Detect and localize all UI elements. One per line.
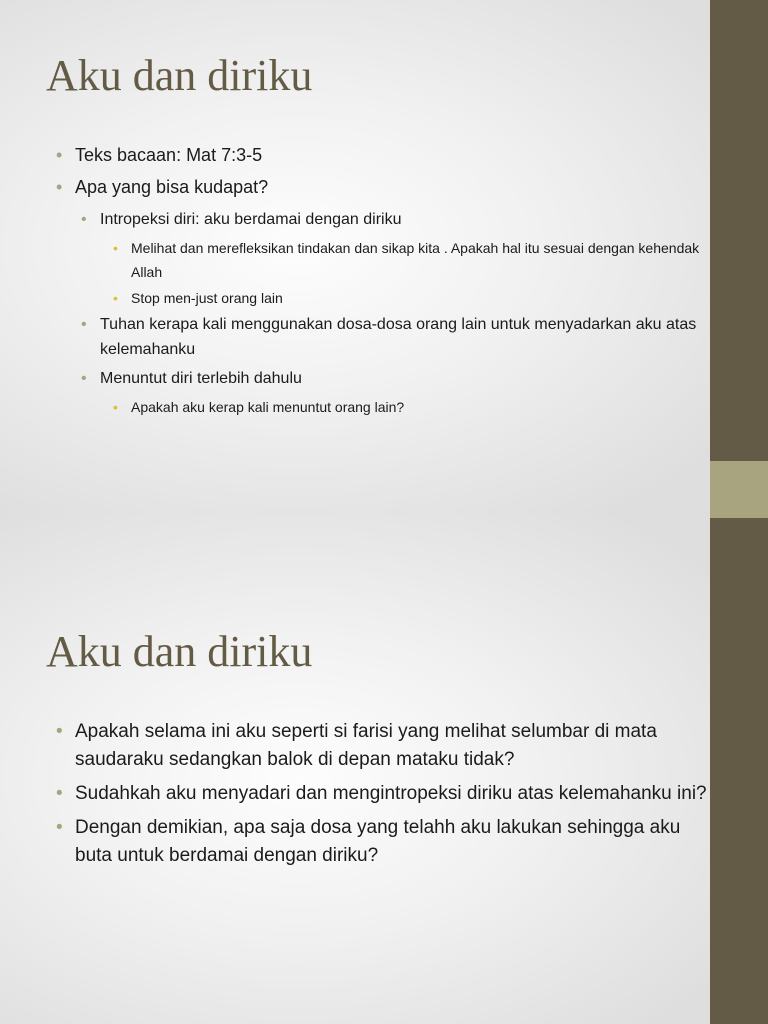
bullet-item (0, 814, 710, 870)
sub-sub-bullet-item (0, 395, 710, 419)
slide-title: Aku dan diriku (46, 627, 313, 676)
bullet-list (0, 718, 710, 876)
bullet-text: Menuntut diri terlebih dahulu (100, 370, 302, 387)
slide-1 (0, 0, 710, 512)
bullet-text: Stop men-just orang lain (131, 290, 283, 306)
bullet-icon: • (113, 399, 118, 415)
sidebar-accent-block (710, 461, 768, 518)
sub-sub-bullet-item (0, 286, 710, 310)
bullet-icon: • (56, 817, 63, 838)
sub-bullet-item (0, 366, 710, 391)
slide-sidebar (710, 0, 768, 1024)
slide-2 (0, 512, 710, 1024)
bullet-text: Apa yang bisa kudapat? (75, 177, 269, 197)
bullet-text: Melihat dan merefleksikan tindakan dan sikap kita . Apakah hal itu sesuai dengan kehendak Allah (131, 240, 700, 280)
bullet-icon: • (81, 316, 87, 333)
bullet-list (0, 143, 710, 421)
bullet-icon: • (113, 240, 118, 256)
bullet-text: Tuhan kerapa kali menggunakan dosa-dosa orang lain untuk menyadarkan aku atas kelemahanku (100, 316, 697, 358)
bullet-icon: • (81, 370, 87, 387)
bullet-icon: • (113, 290, 118, 306)
bullet-text: Sudahkah aku menyadari dan mengintropeksi diriku atas kelemahanku ini? (75, 783, 707, 804)
bullet-text: Dengan demikian, apa saja dosa yang telahh aku lakukan sehingga aku buta untuk berdamai dengan diriku? (75, 817, 681, 866)
bullet-item (0, 718, 710, 774)
bullet-icon: • (56, 783, 63, 804)
bullet-item (0, 175, 710, 200)
bullet-text: Teks bacaan: Mat 7:3-5 (75, 145, 263, 165)
bullet-text: Apakah selama ini aku seperti si farisi yang melihat selumbar di mata saudaraku sedangkan balok di depan mataku tidak? (75, 721, 657, 770)
bullet-icon: • (56, 177, 63, 197)
sub-bullet-item (0, 312, 710, 362)
bullet-text: Apakah aku kerap kali menuntut orang lain? (131, 399, 405, 415)
bullet-item (0, 780, 710, 808)
bullet-icon: • (56, 145, 63, 165)
bullet-icon: • (81, 211, 87, 228)
bullet-item (0, 143, 710, 168)
sub-bullet-item (0, 207, 710, 232)
sub-sub-bullet-item (0, 236, 710, 284)
bullet-icon: • (56, 721, 63, 742)
slide-title: Aku dan diriku (46, 51, 313, 100)
bullet-text: Intropeksi diri: aku berdamai dengan diriku (100, 211, 402, 228)
